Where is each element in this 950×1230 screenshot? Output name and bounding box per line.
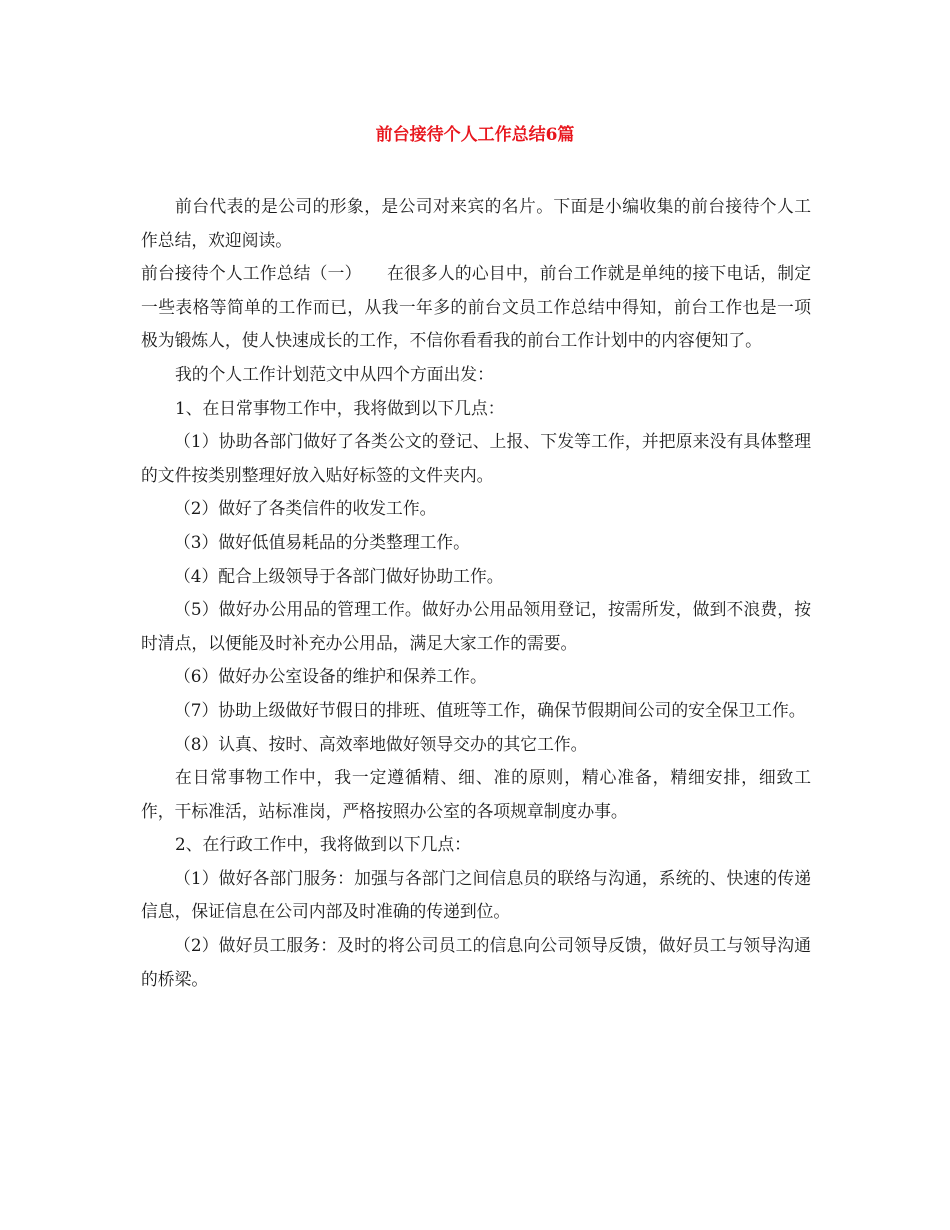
- intro-paragraph: 前台代表的是公司的形象，是公司对来宾的名片。下面是小编收集的前台接待个人工作总结，欢迎阅读。: [141, 196, 811, 250]
- daily-item-8: （8）认真、按时、高效率地做好领导交办的其它工作。: [174, 733, 588, 754]
- daily-work-heading: 1、在日常事物工作中，我将做到以下几点：: [175, 397, 505, 418]
- section-one-paragraph: 前台接待个人工作总结（一） 在很多人的心目中，前台工作就是单纯的接下电话，制定一些表格等简单的工作而已，从我一年多的前台文员工作总结中得知，前台工作也是一项极为锻炼人，使人快速成长的工作，不信你看看我的前台工作计划中的内容便知了。: [141, 263, 811, 351]
- daily-item-1: （1）协助各部门做好了各类公文的登记、上报、下发等工作，并把原来没有具体整理的文件按类别整理好放入贴好标签的文件夹内。: [141, 431, 811, 485]
- document-body: [141, 190, 811, 996]
- admin-item-1: （1）做好各部门服务：加强与各部门之间信息员的联络与沟通，系统的、快速的传递信息，保证信息在公司内部及时准确的传递到位。: [141, 867, 811, 922]
- daily-item-7: （7）协助上级做好节假日的排班、值班等工作，确保节假期间公司的安全保卫工作。: [174, 699, 806, 720]
- document-title: 前台接待个人工作总结6篇: [375, 125, 575, 145]
- plan-intro-paragraph: 我的个人工作计划范文中从四个方面出发：: [175, 363, 494, 384]
- admin-work-heading: 2、在行政工作中，我将做到以下几点：: [175, 834, 471, 855]
- admin-item-2: （2）做好员工服务：及时的将公司员工的信息向公司领导反馈，做好员工与领导沟通的桥梁。: [141, 935, 811, 989]
- daily-item-4: （4）配合上级领导于各部门做好协助工作。: [174, 565, 504, 586]
- daily-item-2: （2）做好了各类信件的收发工作。: [174, 498, 437, 519]
- daily-summary-paragraph: 在日常事物工作中，我一定遵循精、细、准的原则，精心准备，精细安排，细致工作，干标准活，站标准岗，严格按照办公室的各项规章制度办事。: [141, 767, 811, 821]
- daily-item-5: （5）做好办公用品的管理工作。做好办公用品领用登记，按需所发，做到不浪费，按时清点，以便能及时补充办公用品，满足大家工作的需要。: [141, 599, 811, 653]
- daily-item-3: （3）做好低值易耗品的分类整理工作。: [174, 531, 470, 552]
- daily-item-6: （6）做好办公室设备的维护和保养工作。: [174, 666, 487, 687]
